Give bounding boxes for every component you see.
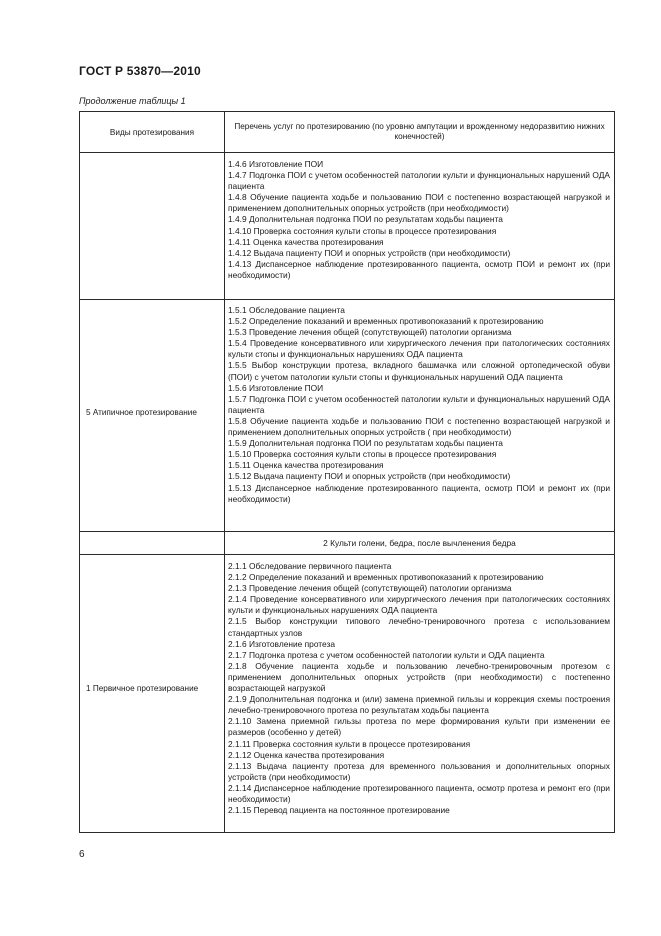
service-item: 1.4.10 Проверка состояния культи стопы в процессе протезирования (228, 225, 497, 236)
service-item: 1.5.2 Определение показаний и временных противопоказаний к протезированию (228, 316, 544, 327)
services-table (79, 111, 615, 833)
row-services-cell (225, 555, 614, 833)
document-title: ГОСТ Р 53870—2010 (79, 64, 201, 78)
service-item: 1.5.1 Обследование пациента (228, 305, 345, 315)
service-item: 1.4.12 Выдача пациенту ПОИ и опорных устройств (при необходимости) (228, 247, 511, 258)
section-empty-cell (80, 532, 225, 554)
service-item: 2.1.4 Проведение консервативного или хирургического лечения при патологических состояниях культи и функциональных нарушениях ОДА пациента (228, 594, 610, 616)
prosthetics-type-label: 1 Первичное протезирование (86, 684, 199, 693)
service-item: 1.5.11 Оценка качества протезирования (228, 460, 384, 471)
section-heading-row (80, 532, 614, 555)
service-item: 2.1.13 Выдача пациенту протеза для временного пользования и дополнительных опорных устройств (при необходимости) (228, 760, 610, 782)
prosthetics-type-label: 5 Атипичное протезирование (86, 408, 197, 417)
service-item: 2.1.9 Дополнительная подгонка и (или) замена приемной гильзы и коррекция схемы построения лечебно-тренировочного протеза по результатам ходьбы пациента (228, 694, 610, 716)
service-item: 1.5.4 Проведение консервативного или хирургического лечения при патологических состояниях культи стопы и функциональных нарушениях ОДА пациента (228, 338, 610, 360)
service-item: 1.5.3 Проведение лечения общей (сопутствующей) патологии организма (228, 327, 512, 338)
service-item: 2.1.11 Проверка состояния культи в процессе протезирования (228, 738, 471, 749)
section-heading: 2 Культи голени, бедра, после вычленения бедра (323, 538, 516, 548)
service-item: 1.5.13 Диспансерное наблюдение протезированного пациента, осмотр ПОИ и ремонт их (при необходимости) (228, 482, 610, 504)
row-type-cell (80, 300, 225, 531)
service-item: 1.5.10 Проверка состояния культи стопы в процессе протезирования (228, 449, 497, 460)
service-item: 1.4.6 Изготовление ПОИ (228, 159, 324, 169)
service-item: 2.1.5 Выбор конструкции типового лечебно-тренировочного протеза с использованием стандартных узлов (228, 616, 610, 638)
service-item: 2.1.3 Проведение лечения общей (сопутствующей) патологии организма (228, 583, 512, 594)
service-item: 2.1.8 Обучение пациента ходьбе и пользованию лечебно-тренировочным протезом с применением дополнительных опорных устройств (при необходимости) с постепенно возрастающей нагрузкой (228, 660, 610, 694)
service-item: 1.4.7 Подгонка ПОИ с учетом особенностей патологии культи и функциональных нарушений ОДА пациента (228, 170, 610, 192)
row-type-cell (80, 153, 225, 299)
service-item: 1.4.11 Оценка качества протезирования (228, 236, 384, 247)
table-row (80, 300, 614, 532)
service-item: 2.1.14 Диспансерное наблюдение протезированного пациента, осмотр протеза и ремонт его (при необходимости) (228, 782, 610, 804)
row-services-cell (225, 153, 614, 299)
page-number: 6 (79, 849, 85, 860)
service-item: 2.1.1 Обследование первичного пациента (228, 561, 392, 571)
service-item: 1.4.9 Дополнительная подгонка ПОИ по результатам ходьбы пациента (228, 214, 503, 225)
service-item: 1.5.5 Выбор конструкции протеза, вкладного башмачка или сложной ортопедической обуви (ПОИ) с учетом патологии культи стопы и функциональных нарушений ОДА пациента (228, 360, 610, 382)
service-item: 1.5.12 Выдача пациенту ПОИ и опорных устройств (при необходимости) (228, 471, 511, 482)
header-col-services: Перечень услуг по протезированию (по уровню ампутации и врожденному недоразвитию нижних конечностей) (234, 121, 605, 141)
service-item: 1.4.13 Диспансерное наблюдение протезированного пациента, осмотр ПОИ и ремонт их (при необходимости) (228, 258, 610, 280)
service-item: 2.1.6 Изготовление протеза (228, 638, 336, 649)
service-item: 2.1.15 Перевод пациента на постоянное протезирование (228, 805, 450, 816)
table-row (80, 555, 614, 833)
table-header (80, 112, 614, 153)
services-list (225, 561, 614, 816)
service-item: 1.5.6 Изготовление ПОИ (228, 382, 324, 393)
service-item: 1.5.9 Дополнительная подгонка ПОИ по результатам ходьбы пациента (228, 438, 503, 449)
table-caption: Продолжение таблицы 1 (79, 96, 186, 106)
services-list (225, 159, 614, 281)
row-type-cell (80, 555, 225, 833)
row-services-cell (225, 300, 614, 531)
service-item: 2.1.7 Подгонка протеза с учетом особенностей патологии культи и ОДА пациента (228, 649, 545, 660)
service-item: 2.1.12 Оценка качества протезирования (228, 749, 385, 760)
service-item: 1.5.8 Обучение пациента ходьбе и пользованию ПОИ с постепенно возрастающей нагрузкой и применением дополнительных опорных устройств ( при необходимости) (228, 415, 610, 438)
service-item: 2.1.2 Определение показаний и временных противопоказаний к протезированию (228, 572, 544, 583)
table-row (80, 153, 614, 300)
header-col-types: Виды протезирования (80, 112, 225, 152)
services-list (225, 305, 614, 505)
service-item: 2.1.10 Замена приемной гильзы протеза по мере формирования культи при изменении ее размеров (особенно у детей) (228, 716, 610, 738)
service-item: 1.4.8 Обучение пациента ходьбе и пользованию ПОИ с постепенно возрастающей нагрузкой и применением дополнительных опорных устройств (при необходимости) (228, 192, 610, 214)
service-item: 1.5.7 Подгонка ПОИ с учетом особенностей патологии культи и функциональных нарушений ОДА пациента (228, 393, 610, 415)
